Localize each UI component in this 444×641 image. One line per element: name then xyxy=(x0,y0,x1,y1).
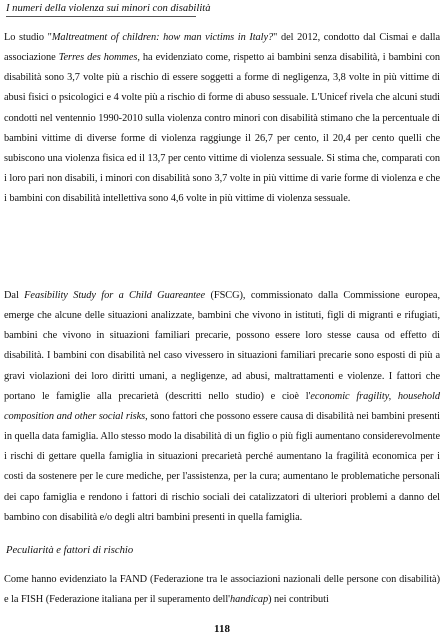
paragraph-feasibility-study xyxy=(4,286,440,528)
paragraph-text: Dal xyxy=(4,290,25,301)
paragraph-text: (FSCG), commissionato dalla Commissione europea, emerge che alcune delle situazioni analizzate, bambini che vivono in istituti, figli di migranti e rifugiati, bambini che vivono in situazioni familiari precarie, possono essere loro stesse causa od effetto di disabilità. I bambini con disabilità nel caso vivessero in situazioni familiari precarie sono esposti di più a gravi violazioni dei loro diritti umani, a negligenze, ad abusi, maltrattamenti e violenze. I fattori che portano le famiglie alla precarietà (descritti nello studio) e cioè l' xyxy=(4,290,441,402)
paragraph-text: , ha evidenziato come, rispetto ai bambini senza disabilità, i bambini con disabilità sono 3,7 volte più a rischio di essere soggetti a forme di negligenza, 3,8 volte in più vittime di abusi fisici o psicologici e 4 volte più a rischio di forme di abuso sessuale. L'Unicef rivela che alcuni studi condotti nel ventennio 1990-2010 sulla violenza contro minori con disabilità stimano che la percentuale di bambini vittime di diverse forme di violenza raggiunge il 26,7 per cento, il 20,4 per cento quelli che subiscono una violenza fisica ed il 13,7 per cento vittime di violenza sessuale. Si stima che, comparati con i loro pari non disabili, i minori con disabilità sono 3,7 volte in più vittime di varie forme di violenza e che i bambini con disabilità intellettiva sono 4,6 volte in più vittime di violenza sessuale. xyxy=(4,52,440,205)
document-page xyxy=(4,0,440,641)
risk-factors-phrase: economic fragility, household composition and other social risks xyxy=(4,390,440,422)
handicap-term: handicap xyxy=(229,594,269,606)
paragraph-maltreatment-study xyxy=(4,28,440,209)
organization-name: Terres des hommes xyxy=(58,52,138,64)
paragraph-text: Lo studio " xyxy=(4,32,52,43)
section-heading-violence-numbers: I numeri della violenza sui minori con disabilità xyxy=(6,2,211,17)
paragraph-text: ) nei contributi xyxy=(268,594,329,606)
study-title: Maltreatment of children: how man victims in Italy? xyxy=(51,32,274,43)
page-number: 118 xyxy=(214,623,230,635)
paragraph-text: " del 2012, condotto dal Cismai e dalla associazione xyxy=(4,32,441,64)
study-title: Feasibility Study for a Child Guareantee xyxy=(24,290,206,301)
section-heading-risk-factors: Peculiarità e fattori di rischio xyxy=(6,545,134,556)
paragraph-text: Come hanno evidenziato la FAND (Federazione tra le associazioni nazionali delle persone con disabilità) e la FISH (Federazione italiana per il superamento dell' xyxy=(4,574,440,606)
paragraph-text: , sono fattori che possono essere causa di disabilità nei bambini presenti in quella data famiglia. Allo stesso modo la disabilità di un figlio o più figli aumentano considerevolmente i rischi di gettare quella famiglia in situazioni precarietà perché aumentano la fragilità economica per i costi da sostenere per le cure mediche, per l'assistenza, per la cura; aumentano le problematiche personali dei capo famiglia e rendono i fattori di rischio sociali dei catalizzatori di ulteriori problemi a danno del bambino con disabilità e/o degli altri bambini presenti in quella famiglia. xyxy=(4,410,440,523)
paragraph-fand-fish xyxy=(4,570,440,610)
